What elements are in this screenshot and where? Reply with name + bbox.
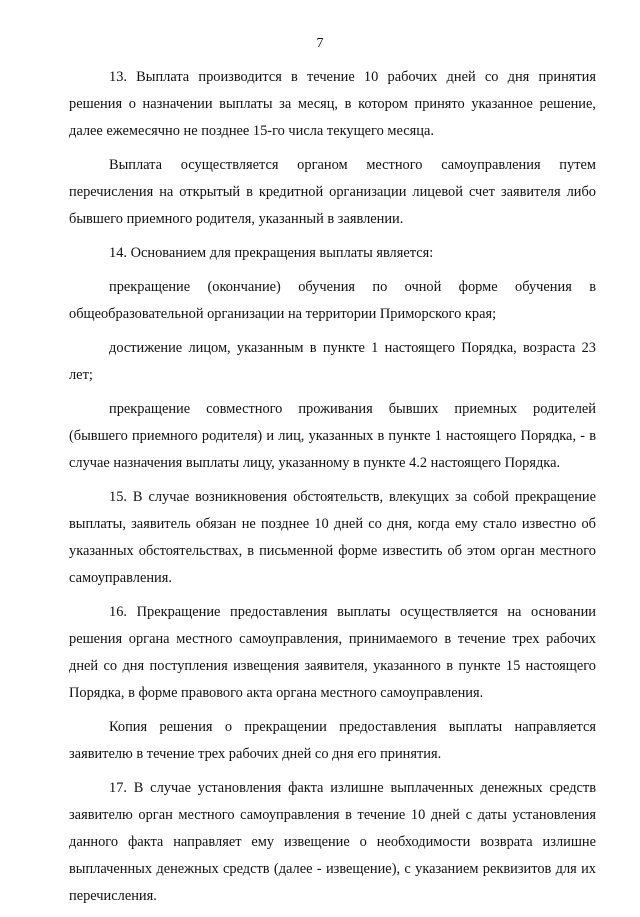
paragraph-14-reason-study: прекращение (окончание) обучения по очной форме обучения в общеобразовательной организации на территории Приморского края; (69, 279, 596, 322)
paragraph-14-reason-age: достижение лицом, указанным в пункте 1 настоящего Порядка, возраста 23 лет; (69, 340, 596, 383)
paragraph-16: 16. Прекращение предоставления выплаты осуществляется на основании решения органа местного самоуправления, принимаемого в течение трех рабочих дней со дня поступления извещения заявителя, указанного в пункте 15 настоящего Порядка, в форме правового акта органа местного самоуправления. (69, 604, 596, 701)
paragraph-16-copy: Копия решения о прекращении предоставления выплаты направляется заявителю в течение трех рабочих дней со дня его принятия. (69, 719, 596, 762)
paragraph-17: 17. В случае установления факта излишне выплаченных денежных средств заявителю орган местного самоуправления в течение 10 дней с даты установления данного факта направляет ему извещение о необходимости возврата излишне выплаченных денежных средств (далее - извещение), с указанием реквизитов для их перечисления. (69, 780, 596, 904)
paragraph-15: 15. В случае возникновения обстоятельств, влекущих за собой прекращение выплаты, заявитель обязан не позднее 10 дней со дня, когда ему стало известно об указанных обстоятельствах, в письменной форме известить об этом орган местного самоуправления. (69, 489, 596, 586)
paragraph-14: 14. Основанием для прекращения выплаты является: (109, 245, 434, 261)
paragraph-13: 13. Выплата производится в течение 10 рабочих дней со дня принятия решения о назначении выплаты за месяц, в котором принято указанное решение, далее ежемесячно не позднее 15-го числа текущего месяца. (69, 69, 596, 139)
page-number: 7 (316, 36, 324, 51)
paragraph-14-reason-cohabitation: прекращение совместного проживания бывших приемных родителей (бывшего приемного родителя) и лиц, указанных в пункте 1 настоящего Порядка, - в случае назначения выплаты лицу, указанному в пункте 4.2 настоящего Порядка. (69, 401, 596, 471)
paragraph-13-payment-method: Выплата осуществляется органом местного самоуправления путем перечисления на открытый в кредитной организации лицевой счет заявителя либо бывшего приемного родителя, указанный в заявлении. (69, 157, 596, 227)
document-body (69, 64, 596, 917)
